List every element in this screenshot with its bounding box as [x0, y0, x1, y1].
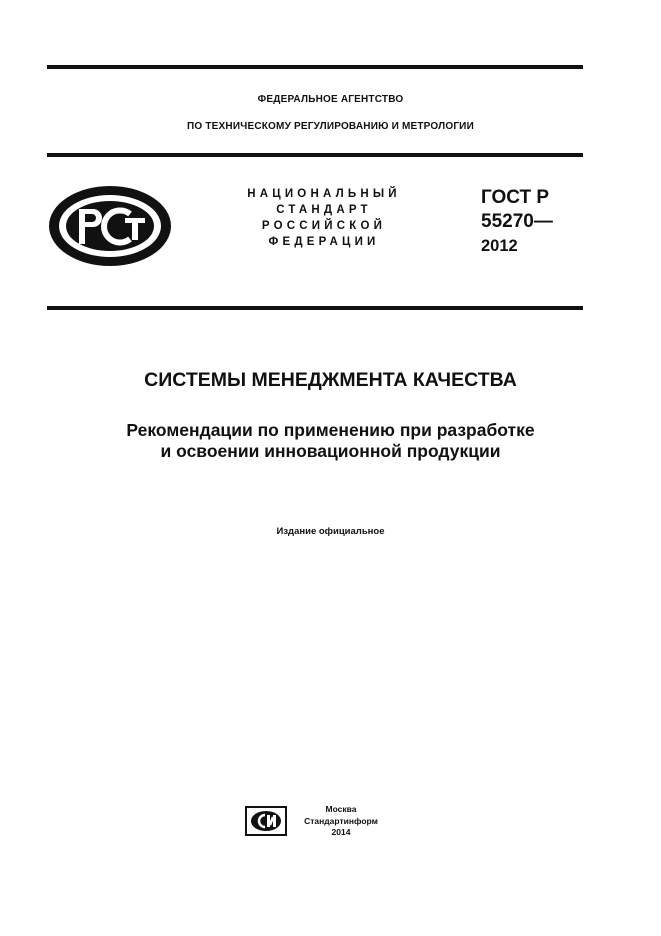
top-rule: [47, 65, 583, 69]
rst-certification-mark-icon: [46, 183, 174, 269]
publisher-city: Москва: [325, 804, 357, 814]
agency-line-2: ПО ТЕХНИЧЕСКОМУ РЕГУЛИРОВАНИЮ И МЕТРОЛОГИИ: [187, 121, 474, 132]
gost-year: 2012: [481, 237, 518, 255]
gost-designation: [481, 186, 553, 258]
national-line-3: РОССИЙСКОЙ: [261, 220, 387, 232]
standartinform-logo-icon: [245, 806, 287, 836]
publisher-info: [293, 804, 389, 839]
national-line-4: ФЕДЕРАЦИИ: [268, 236, 380, 248]
national-line-2: СТАНДАРТ: [276, 204, 372, 216]
publisher-name: Стандартинформ: [304, 815, 378, 826]
edition-label: Издание официальное: [276, 526, 385, 537]
standard-bottom-rule: [47, 306, 583, 310]
national-standard-block: [226, 186, 422, 250]
subtitle-line-1: Рекомендации по применению при разработке: [126, 420, 535, 440]
gost-number: 55270—: [481, 211, 553, 232]
national-line-1: НАЦИОНАЛЬНЫЙ: [247, 188, 401, 200]
document-subtitle: [0, 420, 661, 462]
header-bottom-rule: [47, 153, 583, 157]
agency-line-1: ФЕДЕРАЛЬНОЕ АГЕНТСТВО: [257, 94, 404, 105]
gost-prefix: ГОСТ Р: [481, 187, 550, 208]
document-title: СИСТЕМЫ МЕНЕДЖМЕНТА КАЧЕСТВА: [144, 369, 517, 391]
publisher-year: 2014: [331, 827, 351, 837]
subtitle-line-2: и освоении инновационной продукции: [160, 441, 501, 461]
